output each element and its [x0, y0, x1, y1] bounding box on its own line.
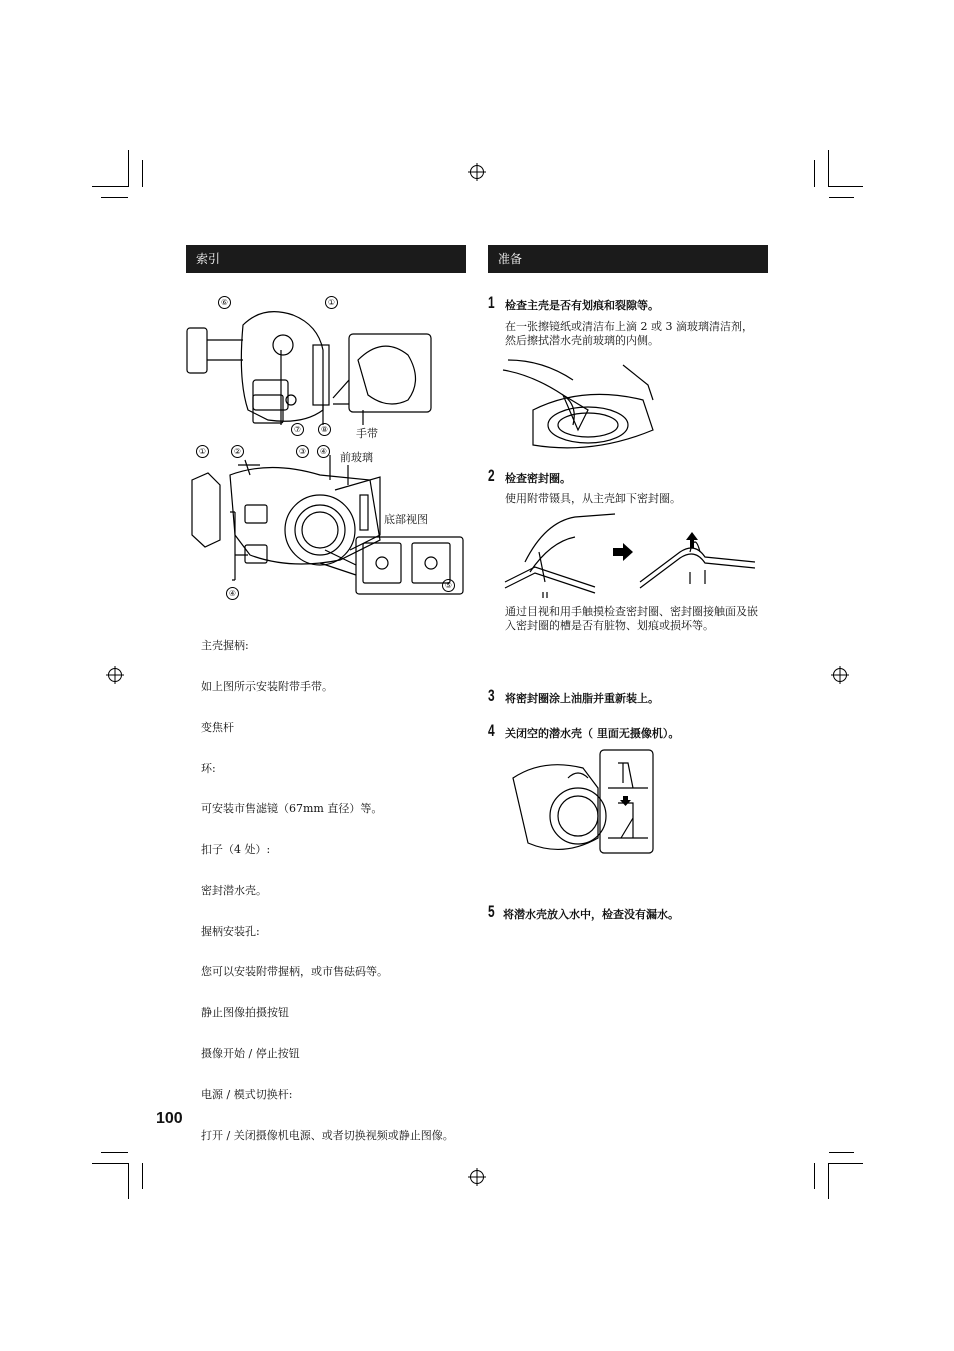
step-4-number: 4 — [488, 721, 495, 740]
callout-8: ⑧ — [318, 423, 331, 436]
page-number: 100 — [156, 1110, 183, 1127]
registration-mark-right — [833, 668, 847, 682]
step-3-number: 3 — [488, 686, 495, 705]
callout-4-top: ④ — [317, 445, 330, 458]
step-1-title: 检查主壳是否有划痕和裂隙等。 — [505, 299, 659, 312]
label-bottom-view: 底部视图 — [384, 513, 428, 526]
callout-4-bottom: ④ — [226, 587, 239, 600]
callout-7: ⑦ — [291, 423, 304, 436]
callout-6: ⑥ — [218, 296, 231, 309]
step-1-number: 1 — [488, 293, 495, 312]
label-strap: 手带 — [356, 427, 378, 440]
section-header-index: 索引 — [186, 245, 466, 273]
step-2-title: 检查密封圈。 — [505, 472, 571, 485]
step-4-title: 关闭空的潜水壳（ 里面无摄像机）。 — [505, 727, 680, 740]
step-3-title: 将密封圈涂上油脂并重新装上。 — [505, 692, 659, 705]
housing-front-view-illustration — [190, 455, 470, 597]
step-5-number: 5 — [488, 902, 495, 921]
callout-2: ② — [231, 445, 244, 458]
closing-housing-illustration — [503, 748, 655, 858]
removing-gasket-illustration — [505, 512, 765, 602]
housing-side-view-illustration — [183, 300, 438, 440]
registration-mark-bottom — [470, 1170, 484, 1184]
step-2-number: 2 — [488, 466, 495, 485]
callout-3: ③ — [296, 445, 309, 458]
step-5-title: 将潜水壳放入水中，检查没有漏水。 — [503, 908, 679, 921]
section-header-preparation: 准备 — [488, 245, 768, 273]
registration-mark-left — [108, 668, 122, 682]
cleaning-glass-illustration — [503, 355, 663, 455]
step-2-note: 通过目视和用手触摸检查密封圈、密封圈接触面及嵌入密封圈的槽是否有脏物、划痕或损坏等。 — [505, 605, 758, 632]
label-front-glass: 前玻璃 — [340, 451, 373, 464]
index-description-list: 主壳握柄: 如上图所示安装附带手带。 变焦杆 环: 可安装市售滤镜（67mm 直径）等。 扣子（4 处）: 密封潜水壳。 握柄安装孔: 您可以安装附带握柄，或市售砝码等。 静止图像拍摄按钮 摄像开始 / 停止按钮 电源 / 模式切换杆: 打开 / 关闭摄像机电源、或者切换视频或静止图像。 — [201, 639, 454, 1142]
step-1-body: 在一张擦镜纸或清洁布上滴 2 或 3 滴玻璃清洁剂，然后擦拭潜水壳前玻璃的内侧。 — [505, 320, 753, 347]
registration-mark-top — [470, 165, 484, 179]
callout-1-top: ① — [325, 296, 338, 309]
callout-1-front: ① — [196, 445, 209, 458]
callout-5: ⑤ — [442, 579, 455, 592]
step-2-body: 使用附带镊具，从主壳卸下密封圈。 — [505, 492, 681, 505]
